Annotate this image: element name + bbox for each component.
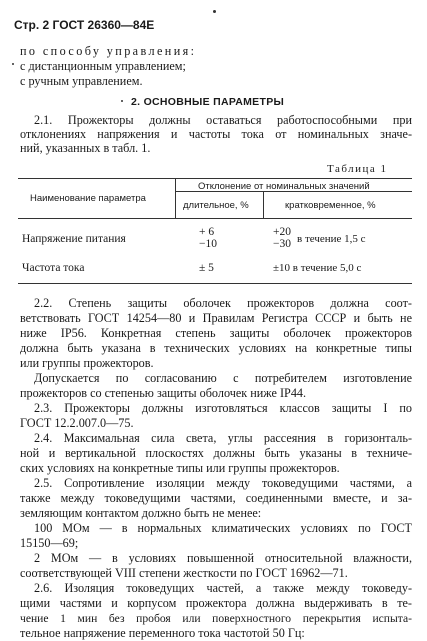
table-row-1-name: Напряжение питания — [22, 233, 126, 245]
intro-line-2: с дистанционным управлением; — [20, 59, 186, 73]
table-row-1-long-minus: −10 — [199, 238, 217, 250]
p26-line-4: тельное напряжение переменного тока частотой 50 Гц: — [20, 626, 305, 640]
p21-line-1: 2.1. Прожекторы должны оставаться работоспособными при — [34, 113, 412, 127]
table-row-2-name: Частота тока — [22, 262, 85, 274]
table-label: Таблица 1 — [327, 163, 388, 175]
p21-line-3: ний, указанных в табл. 1. — [20, 141, 151, 155]
intro-line-3: с ручным управлением. — [20, 74, 143, 88]
p21-line-2: отклонениях напряжения и частоты тока от номинальных значе- — [20, 127, 412, 141]
p26-line-2: щими частями и корпусом прожектора должна выдерживать в те- — [20, 596, 412, 610]
speck-dot — [213, 10, 216, 13]
p26-line-1: 2.6. Изоляция токоведущих частей, а также между токоведу- — [34, 581, 412, 595]
table-col-header-long: длительное, % — [183, 200, 249, 211]
section-title: 2. ОСНОВНЫЕ ПАРАМЕТРЫ — [131, 96, 285, 108]
p24-line-2: ной и вертикальной плоскостях должны быть указаны в техниче- — [20, 446, 412, 460]
speck-dot — [12, 63, 14, 65]
p22-line-4: должна быть указана в технических условиях на конкретные типы — [20, 341, 412, 355]
table-col-header-name: Наименование параметра — [30, 193, 146, 204]
p23-line-2: ГОСТ 12.2.007.0—75. — [20, 416, 134, 430]
table-vrule-1 — [175, 178, 176, 218]
p25-line-4: 100 МОм — в нормальных климатических условиях по ГОСТ — [34, 521, 412, 535]
table-row-1-short-note: в течение 1,5 с — [297, 233, 366, 245]
table-col-header-short: кратковременное, % — [285, 200, 376, 211]
table-row-1-long-plus: + 6 — [199, 226, 215, 238]
table-row-1-short-plus: +20 — [273, 226, 291, 238]
p25-line-7: соответствующей VIII степени жесткости по ГОСТ 16962—71. — [20, 566, 348, 580]
table-group-header: Отклонение от номинальных значений — [198, 181, 370, 192]
table-header-rule — [18, 218, 412, 219]
p25-line-3: земляющим контактом должно быть не менее: — [20, 506, 262, 520]
p22-line-6: Допускается по согласованию с потребителем изготовление — [34, 371, 412, 385]
p25-line-5: 15150—69; — [20, 536, 79, 550]
table-row-1-short-minus: −30 — [273, 238, 291, 250]
p23-line-1: 2.3. Прожекторы должны изготовляться классов защиты I по — [34, 401, 412, 415]
intro-line-1: по способу управления: — [20, 44, 197, 58]
table-vrule-2 — [263, 191, 264, 218]
p25-line-6: 2 МОм — в условиях повышенной относительной влажности, — [34, 551, 412, 565]
p22-line-7: прожекторов со степенью защиты оболочек ниже IP44. — [20, 386, 307, 400]
p24-line-3: ских условиях на конкретные типы или группы прожекторов. — [20, 461, 340, 475]
p22-line-5: или группы прожекторов. — [20, 356, 154, 370]
p26-line-3: чение 1 мин без пробоя или поверхностного перекрытия испыта- — [20, 612, 412, 625]
page-header: Стр. 2 ГОСТ 26360—84Е — [14, 18, 155, 32]
p25-line-1: 2.5. Сопротивление изоляции между токоведущими частями, а — [34, 476, 412, 490]
p25-line-2: также между токоведущими частями, соединенными вместе, и за- — [20, 491, 412, 505]
table-row-2-long: ± 5 — [199, 262, 214, 274]
table-top-rule — [18, 178, 412, 179]
p22-line-3: ниже IP56. Конкретная степень защиты оболочек прожекторов — [20, 326, 412, 340]
p24-line-1: 2.4. Максимальная сила света, углы рассеяния в горизонталь- — [34, 431, 412, 445]
table-row-2-short: ±10 в течение 5,0 с — [273, 262, 362, 274]
p22-line-2: ветствовать ГОСТ 14254—80 и Правилам Регистра СССР и быть не — [20, 311, 412, 325]
p22-line-1: 2.2. Степень защиты оболочек прожекторов должна соот- — [34, 296, 412, 310]
speck-dot — [121, 100, 123, 102]
table-bottom-rule — [18, 283, 412, 284]
